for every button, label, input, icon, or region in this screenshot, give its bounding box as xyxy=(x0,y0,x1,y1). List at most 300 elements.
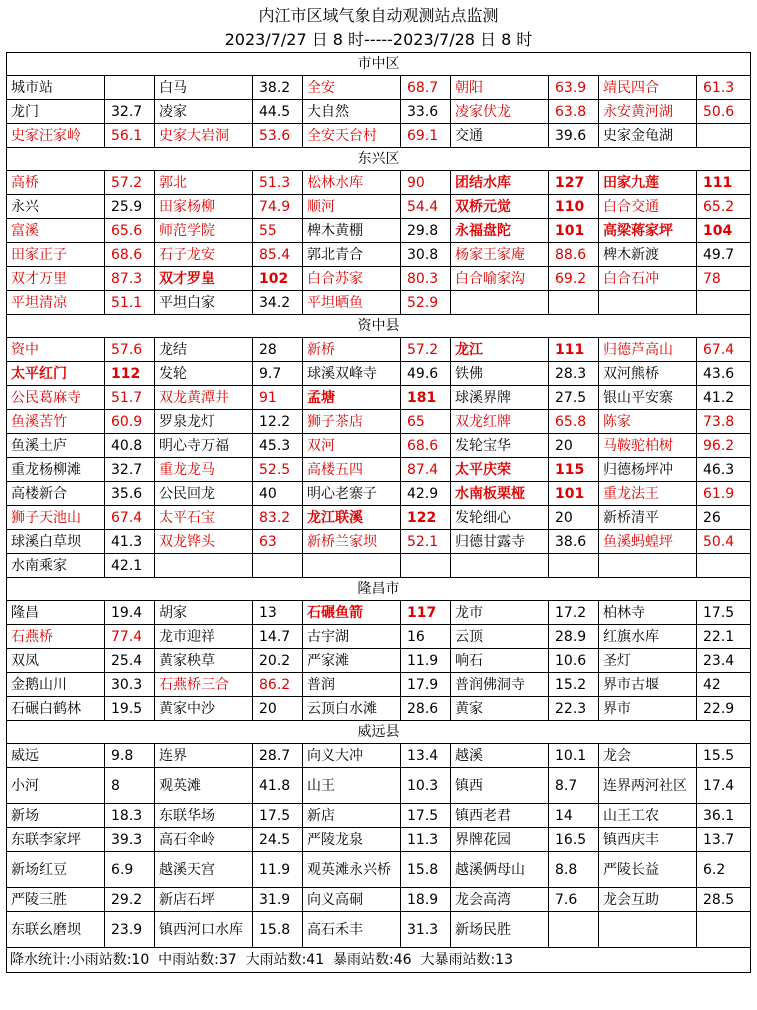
station-name: 高石禾丰 xyxy=(303,912,401,948)
station-name: 郭北青合 xyxy=(303,243,401,267)
section-header-row xyxy=(7,148,751,171)
rainfall-value: 69.2 xyxy=(549,267,599,291)
station-name: 镇西老君 xyxy=(451,804,549,828)
table-row xyxy=(7,506,751,530)
rainfall-value: 41.8 xyxy=(253,768,303,804)
rainfall-value: 35.6 xyxy=(105,482,155,506)
station-name xyxy=(155,554,253,578)
rainfall-value: 15.5 xyxy=(697,744,751,768)
station-name: 史家大岩洞 xyxy=(155,124,253,148)
station-name: 永安黄河湖 xyxy=(599,100,697,124)
rainfall-value: 101 xyxy=(549,482,599,506)
rainfall-value: 17.4 xyxy=(697,768,751,804)
table-row xyxy=(7,482,751,506)
rainfall-value: 61.3 xyxy=(697,76,751,100)
station-name: 孟塘 xyxy=(303,386,401,410)
report-title: 内江市区域气象自动观测站点监测 xyxy=(258,6,499,25)
station-name: 界牌花园 xyxy=(451,828,549,852)
rainfall-value: 20 xyxy=(549,434,599,458)
station-name: 全安 xyxy=(303,76,401,100)
station-name: 金鹅山川 xyxy=(7,673,105,697)
section-header-row xyxy=(7,53,751,76)
rainfall-value: 87.4 xyxy=(401,458,451,482)
rainfall-value: 32.7 xyxy=(105,100,155,124)
station-name: 公民回龙 xyxy=(155,482,253,506)
rainfall-value: 49.7 xyxy=(697,243,751,267)
station-name: 双龙红牌 xyxy=(451,410,549,434)
table-row xyxy=(7,768,751,804)
station-name: 越溪俩母山 xyxy=(451,852,549,888)
rainfall-value: 14 xyxy=(549,804,599,828)
station-name xyxy=(451,554,549,578)
station-name: 永福盘陀 xyxy=(451,219,549,243)
rainfall-value: 38.2 xyxy=(253,76,303,100)
station-name: 重龙杨柳滩 xyxy=(7,458,105,482)
station-name: 镇西 xyxy=(451,768,549,804)
station-name: 太平红门 xyxy=(7,362,105,386)
station-name: 狮子天池山 xyxy=(7,506,105,530)
station-name xyxy=(599,291,697,315)
station-name: 新店 xyxy=(303,804,401,828)
rainfall-value: 30.3 xyxy=(105,673,155,697)
station-name: 双河 xyxy=(303,434,401,458)
rainfall-value: 15.8 xyxy=(401,852,451,888)
station-name: 新桥清平 xyxy=(599,506,697,530)
rainfall-value: 46.3 xyxy=(697,458,751,482)
station-name: 双龙铧头 xyxy=(155,530,253,554)
station-name: 马鞍驼柏树 xyxy=(599,434,697,458)
rainfall-value: 38.6 xyxy=(549,530,599,554)
station-name: 史家金龟湖 xyxy=(599,124,697,148)
station-name: 富溪 xyxy=(7,219,105,243)
station-name: 明心老寨子 xyxy=(303,482,401,506)
table-row xyxy=(7,124,751,148)
station-name: 石子龙安 xyxy=(155,243,253,267)
rainfall-value: 74.9 xyxy=(253,195,303,219)
station-name: 龙江 xyxy=(451,338,549,362)
table-row xyxy=(7,267,751,291)
rainfall-value: 10.3 xyxy=(401,768,451,804)
rainfall-value: 69.1 xyxy=(401,124,451,148)
table-row xyxy=(7,601,751,625)
station-name: 高楼新合 xyxy=(7,482,105,506)
station-name: 松林水库 xyxy=(303,171,401,195)
station-name: 球溪双峰寺 xyxy=(303,362,401,386)
station-name: 朝阳 xyxy=(451,76,549,100)
station-name xyxy=(451,291,549,315)
rainfall-value: 15.2 xyxy=(549,673,599,697)
station-name: 山王工农 xyxy=(599,804,697,828)
station-name: 水南板栗桠 xyxy=(451,482,549,506)
rainfall-value: 65.2 xyxy=(697,195,751,219)
table-row xyxy=(7,171,751,195)
rainfall-value xyxy=(549,912,599,948)
table-row xyxy=(7,338,751,362)
rainfall-value: 34.2 xyxy=(253,291,303,315)
section-title: 威远县 xyxy=(7,721,751,744)
table-row xyxy=(7,888,751,912)
rainfall-value: 33.6 xyxy=(401,100,451,124)
rainfall-value xyxy=(697,291,751,315)
table-row xyxy=(7,625,751,649)
station-name: 球溪白草坝 xyxy=(7,530,105,554)
station-name: 归德杨坪冲 xyxy=(599,458,697,482)
station-name: 明心寺万福 xyxy=(155,434,253,458)
rainfall-value: 61.9 xyxy=(697,482,751,506)
station-name: 白合苏家 xyxy=(303,267,401,291)
station-name: 鱼溪苦竹 xyxy=(7,410,105,434)
station-name: 云顶 xyxy=(451,625,549,649)
station-name: 镇西庆丰 xyxy=(599,828,697,852)
rainfall-value: 77.4 xyxy=(105,625,155,649)
station-name: 凌家 xyxy=(155,100,253,124)
rainfall-value: 80.3 xyxy=(401,267,451,291)
station-name: 发轮细心 xyxy=(451,506,549,530)
rainfall-value: 39.6 xyxy=(549,124,599,148)
station-name: 太平庆荣 xyxy=(451,458,549,482)
station-name: 石燕桥三合 xyxy=(155,673,253,697)
rainfall-value: 65.8 xyxy=(549,410,599,434)
rainfall-value: 8.8 xyxy=(549,852,599,888)
rainfall-value: 19.5 xyxy=(105,697,155,721)
rainfall-value: 41.2 xyxy=(697,386,751,410)
rainfall-value: 90 xyxy=(401,171,451,195)
rainfall-value xyxy=(697,912,751,948)
station-name: 新场 xyxy=(7,804,105,828)
station-name: 黄家中沙 xyxy=(155,697,253,721)
station-name: 资中 xyxy=(7,338,105,362)
rainfall-value: 22.3 xyxy=(549,697,599,721)
rainfall-value: 25.4 xyxy=(105,649,155,673)
footer-row xyxy=(7,948,751,973)
rainfall-value: 67.4 xyxy=(697,338,751,362)
station-name: 龙门 xyxy=(7,100,105,124)
table-row xyxy=(7,804,751,828)
rainfall-value: 122 xyxy=(401,506,451,530)
rainfall-value: 45.3 xyxy=(253,434,303,458)
rainfall-value: 52.1 xyxy=(401,530,451,554)
station-name: 连界两河社区 xyxy=(599,768,697,804)
rainfall-value: 28.9 xyxy=(549,625,599,649)
rainfall-value: 65.6 xyxy=(105,219,155,243)
rainfall-value: 40.8 xyxy=(105,434,155,458)
rainfall-value: 87.3 xyxy=(105,267,155,291)
station-name: 平坦晒鱼 xyxy=(303,291,401,315)
station-name: 连界 xyxy=(155,744,253,768)
table-row xyxy=(7,458,751,482)
rainfall-value: 67.4 xyxy=(105,506,155,530)
rainfall-value: 9.7 xyxy=(253,362,303,386)
report-period: 2023/7/27 日 8 时-----2023/7/28 日 8 时 xyxy=(224,30,533,49)
station-name: 响石 xyxy=(451,649,549,673)
rainfall-value: 17.2 xyxy=(549,601,599,625)
station-name: 狮子茶店 xyxy=(303,410,401,434)
station-name: 归德甘露寺 xyxy=(451,530,549,554)
rainfall-value: 52.5 xyxy=(253,458,303,482)
rainfall-value: 111 xyxy=(697,171,751,195)
rainfall-value: 13.7 xyxy=(697,828,751,852)
rainfall-value: 28.3 xyxy=(549,362,599,386)
rainfall-value: 8 xyxy=(105,768,155,804)
station-name: 凌家伏龙 xyxy=(451,100,549,124)
rainfall-value xyxy=(105,76,155,100)
rainfall-value: 16 xyxy=(401,625,451,649)
station-name: 严陵龙泉 xyxy=(303,828,401,852)
rainfall-value: 104 xyxy=(697,219,751,243)
rainfall-value: 28.6 xyxy=(401,697,451,721)
rainfall-value: 78 xyxy=(697,267,751,291)
precipitation-summary: 降水统计:小雨站数:10 中雨站数:37 大雨站数:41 暴雨站数:46 大暴雨站数:13 xyxy=(7,948,751,973)
rainfall-value: 85.4 xyxy=(253,243,303,267)
station-name: 银山平安寨 xyxy=(599,386,697,410)
rainfall-value xyxy=(549,291,599,315)
section-header-row xyxy=(7,721,751,744)
station-name: 新桥兰家坝 xyxy=(303,530,401,554)
rainfall-value: 102 xyxy=(253,267,303,291)
station-name: 严陵三胜 xyxy=(7,888,105,912)
station-name: 铁佛 xyxy=(451,362,549,386)
rainfall-value: 63 xyxy=(253,530,303,554)
rainfall-value: 20 xyxy=(253,697,303,721)
station-name: 高桥 xyxy=(7,171,105,195)
rainfall-value: 60.9 xyxy=(105,410,155,434)
station-name: 普润 xyxy=(303,673,401,697)
rainfall-value: 54.4 xyxy=(401,195,451,219)
rainfall-value: 41.3 xyxy=(105,530,155,554)
rainfall-value: 28 xyxy=(253,338,303,362)
station-name: 归德芦高山 xyxy=(599,338,697,362)
station-name xyxy=(303,554,401,578)
rainfall-value: 8.7 xyxy=(549,768,599,804)
station-name: 向义高硐 xyxy=(303,888,401,912)
rainfall-value: 32.7 xyxy=(105,458,155,482)
rainfall-value: 17.5 xyxy=(697,601,751,625)
station-name: 东联华场 xyxy=(155,804,253,828)
rainfall-value: 13.4 xyxy=(401,744,451,768)
station-name: 新场红豆 xyxy=(7,852,105,888)
station-name: 山王 xyxy=(303,768,401,804)
station-name: 双桥元觉 xyxy=(451,195,549,219)
rainfall-value: 6.9 xyxy=(105,852,155,888)
station-name: 小河 xyxy=(7,768,105,804)
rainfall-value: 68.6 xyxy=(401,434,451,458)
rainfall-value: 31.9 xyxy=(253,888,303,912)
rainfall-value: 181 xyxy=(401,386,451,410)
rainfall-value xyxy=(253,554,303,578)
station-name: 龙市 xyxy=(451,601,549,625)
station-name: 大自然 xyxy=(303,100,401,124)
rainfall-value: 51.7 xyxy=(105,386,155,410)
rainfall-value: 57.6 xyxy=(105,338,155,362)
station-name: 郭北 xyxy=(155,171,253,195)
table-row xyxy=(7,673,751,697)
rainfall-value xyxy=(697,124,751,148)
station-name: 平坦白家 xyxy=(155,291,253,315)
station-name: 白合喻家沟 xyxy=(451,267,549,291)
table-row xyxy=(7,219,751,243)
station-name: 东联李家坪 xyxy=(7,828,105,852)
rainfall-value: 88.6 xyxy=(549,243,599,267)
rainfall-value: 18.9 xyxy=(401,888,451,912)
rainfall-value: 18.3 xyxy=(105,804,155,828)
station-name: 椑木新渡 xyxy=(599,243,697,267)
table-row xyxy=(7,410,751,434)
rainfall-value: 39.3 xyxy=(105,828,155,852)
station-name: 观英滩 xyxy=(155,768,253,804)
station-name: 黄家 xyxy=(451,697,549,721)
rainfall-value: 42.9 xyxy=(401,482,451,506)
station-name: 史家汪家岭 xyxy=(7,124,105,148)
station-name: 公民葛麻寺 xyxy=(7,386,105,410)
station-name: 发轮宝华 xyxy=(451,434,549,458)
station-name: 龙会高湾 xyxy=(451,888,549,912)
table-row xyxy=(7,852,751,888)
rainfall-value: 63.8 xyxy=(549,100,599,124)
rainfall-value: 57.2 xyxy=(401,338,451,362)
rainfall-value: 91 xyxy=(253,386,303,410)
station-name xyxy=(599,912,697,948)
rainfall-value: 49.6 xyxy=(401,362,451,386)
station-name: 高石伞岭 xyxy=(155,828,253,852)
station-name: 重龙龙马 xyxy=(155,458,253,482)
station-name: 红旗水库 xyxy=(599,625,697,649)
rainfall-value: 20 xyxy=(549,506,599,530)
station-name: 龙市迎祥 xyxy=(155,625,253,649)
rainfall-value: 25.9 xyxy=(105,195,155,219)
rainfall-value: 9.8 xyxy=(105,744,155,768)
station-name: 龙结 xyxy=(155,338,253,362)
rainfall-value: 73.8 xyxy=(697,410,751,434)
station-name: 圣灯 xyxy=(599,649,697,673)
station-name: 双才万里 xyxy=(7,267,105,291)
station-name: 高楼五四 xyxy=(303,458,401,482)
rainfall-value: 30.8 xyxy=(401,243,451,267)
rainfall-value: 26 xyxy=(697,506,751,530)
station-name: 重龙法王 xyxy=(599,482,697,506)
station-name: 越溪天宫 xyxy=(155,852,253,888)
rainfall-value: 117 xyxy=(401,601,451,625)
rainfall-table xyxy=(6,52,751,973)
rainfall-value: 23.9 xyxy=(105,912,155,948)
station-name: 球溪界牌 xyxy=(451,386,549,410)
station-name: 太平石宝 xyxy=(155,506,253,530)
rainfall-value: 96.2 xyxy=(697,434,751,458)
rainfall-value: 10.6 xyxy=(549,649,599,673)
station-name: 石燕桥 xyxy=(7,625,105,649)
rainfall-value: 43.6 xyxy=(697,362,751,386)
section-title: 东兴区 xyxy=(7,148,751,171)
rainfall-value: 65 xyxy=(401,410,451,434)
station-name: 田家九莲 xyxy=(599,171,697,195)
station-name: 椑木黄棚 xyxy=(303,219,401,243)
rainfall-value: 40 xyxy=(253,482,303,506)
rainfall-value: 28.5 xyxy=(697,888,751,912)
station-name: 发轮 xyxy=(155,362,253,386)
station-name: 双龙黄潭井 xyxy=(155,386,253,410)
rainfall-value: 44.5 xyxy=(253,100,303,124)
station-name: 双凤 xyxy=(7,649,105,673)
rainfall-value: 14.7 xyxy=(253,625,303,649)
rainfall-value: 12.2 xyxy=(253,410,303,434)
rainfall-value: 11.9 xyxy=(401,649,451,673)
table-row xyxy=(7,697,751,721)
rainfall-value: 10.1 xyxy=(549,744,599,768)
rainfall-value: 17.9 xyxy=(401,673,451,697)
table-row xyxy=(7,195,751,219)
station-name: 白合交通 xyxy=(599,195,697,219)
rainfall-value: 15.8 xyxy=(253,912,303,948)
rainfall-value: 86.2 xyxy=(253,673,303,697)
rainfall-value: 29.8 xyxy=(401,219,451,243)
rainfall-value xyxy=(697,554,751,578)
station-name xyxy=(599,554,697,578)
rainfall-value: 42.1 xyxy=(105,554,155,578)
table-row xyxy=(7,530,751,554)
rainfall-value: 11.9 xyxy=(253,852,303,888)
section-header-row xyxy=(7,315,751,338)
station-name: 双河熊桥 xyxy=(599,362,697,386)
rainfall-value: 110 xyxy=(549,195,599,219)
rainfall-value: 68.7 xyxy=(401,76,451,100)
station-name: 白合石冲 xyxy=(599,267,697,291)
rainfall-value: 29.2 xyxy=(105,888,155,912)
rainfall-value: 68.6 xyxy=(105,243,155,267)
rainfall-value: 42 xyxy=(697,673,751,697)
rainfall-value: 23.4 xyxy=(697,649,751,673)
station-name: 城市站 xyxy=(7,76,105,100)
station-name: 平坦清凉 xyxy=(7,291,105,315)
rainfall-value: 13 xyxy=(253,601,303,625)
rainfall-value: 22.9 xyxy=(697,697,751,721)
station-name: 罗泉龙灯 xyxy=(155,410,253,434)
station-name: 严家滩 xyxy=(303,649,401,673)
rainfall-value: 52.9 xyxy=(401,291,451,315)
section-title: 市中区 xyxy=(7,53,751,76)
rainfall-value: 115 xyxy=(549,458,599,482)
station-name: 古宇湖 xyxy=(303,625,401,649)
rainfall-value: 16.5 xyxy=(549,828,599,852)
station-name: 田家杨柳 xyxy=(155,195,253,219)
station-name: 龙江联溪 xyxy=(303,506,401,530)
station-name: 顺河 xyxy=(303,195,401,219)
station-name: 全安天台村 xyxy=(303,124,401,148)
station-name: 柏林寺 xyxy=(599,601,697,625)
station-name: 鱼溪土庐 xyxy=(7,434,105,458)
station-name: 靖民四合 xyxy=(599,76,697,100)
station-name: 普润佛洞寺 xyxy=(451,673,549,697)
station-name: 团结水库 xyxy=(451,171,549,195)
rainfall-value: 56.1 xyxy=(105,124,155,148)
station-name: 新店石坪 xyxy=(155,888,253,912)
section-title: 隆昌市 xyxy=(7,578,751,601)
rainfall-value: 24.5 xyxy=(253,828,303,852)
station-name: 胡家 xyxy=(155,601,253,625)
station-name: 石碾鱼箭 xyxy=(303,601,401,625)
section-title: 资中县 xyxy=(7,315,751,338)
rainfall-value: 53.6 xyxy=(253,124,303,148)
rainfall-value: 51.1 xyxy=(105,291,155,315)
table-row xyxy=(7,362,751,386)
rainfall-value: 63.9 xyxy=(549,76,599,100)
rainfall-value: 28.7 xyxy=(253,744,303,768)
station-name: 师范学院 xyxy=(155,219,253,243)
station-name: 杨家王家庵 xyxy=(451,243,549,267)
station-name: 向义大冲 xyxy=(303,744,401,768)
station-name: 镇西河口水库 xyxy=(155,912,253,948)
table-row xyxy=(7,243,751,267)
rainfall-value: 7.6 xyxy=(549,888,599,912)
rainfall-value: 112 xyxy=(105,362,155,386)
